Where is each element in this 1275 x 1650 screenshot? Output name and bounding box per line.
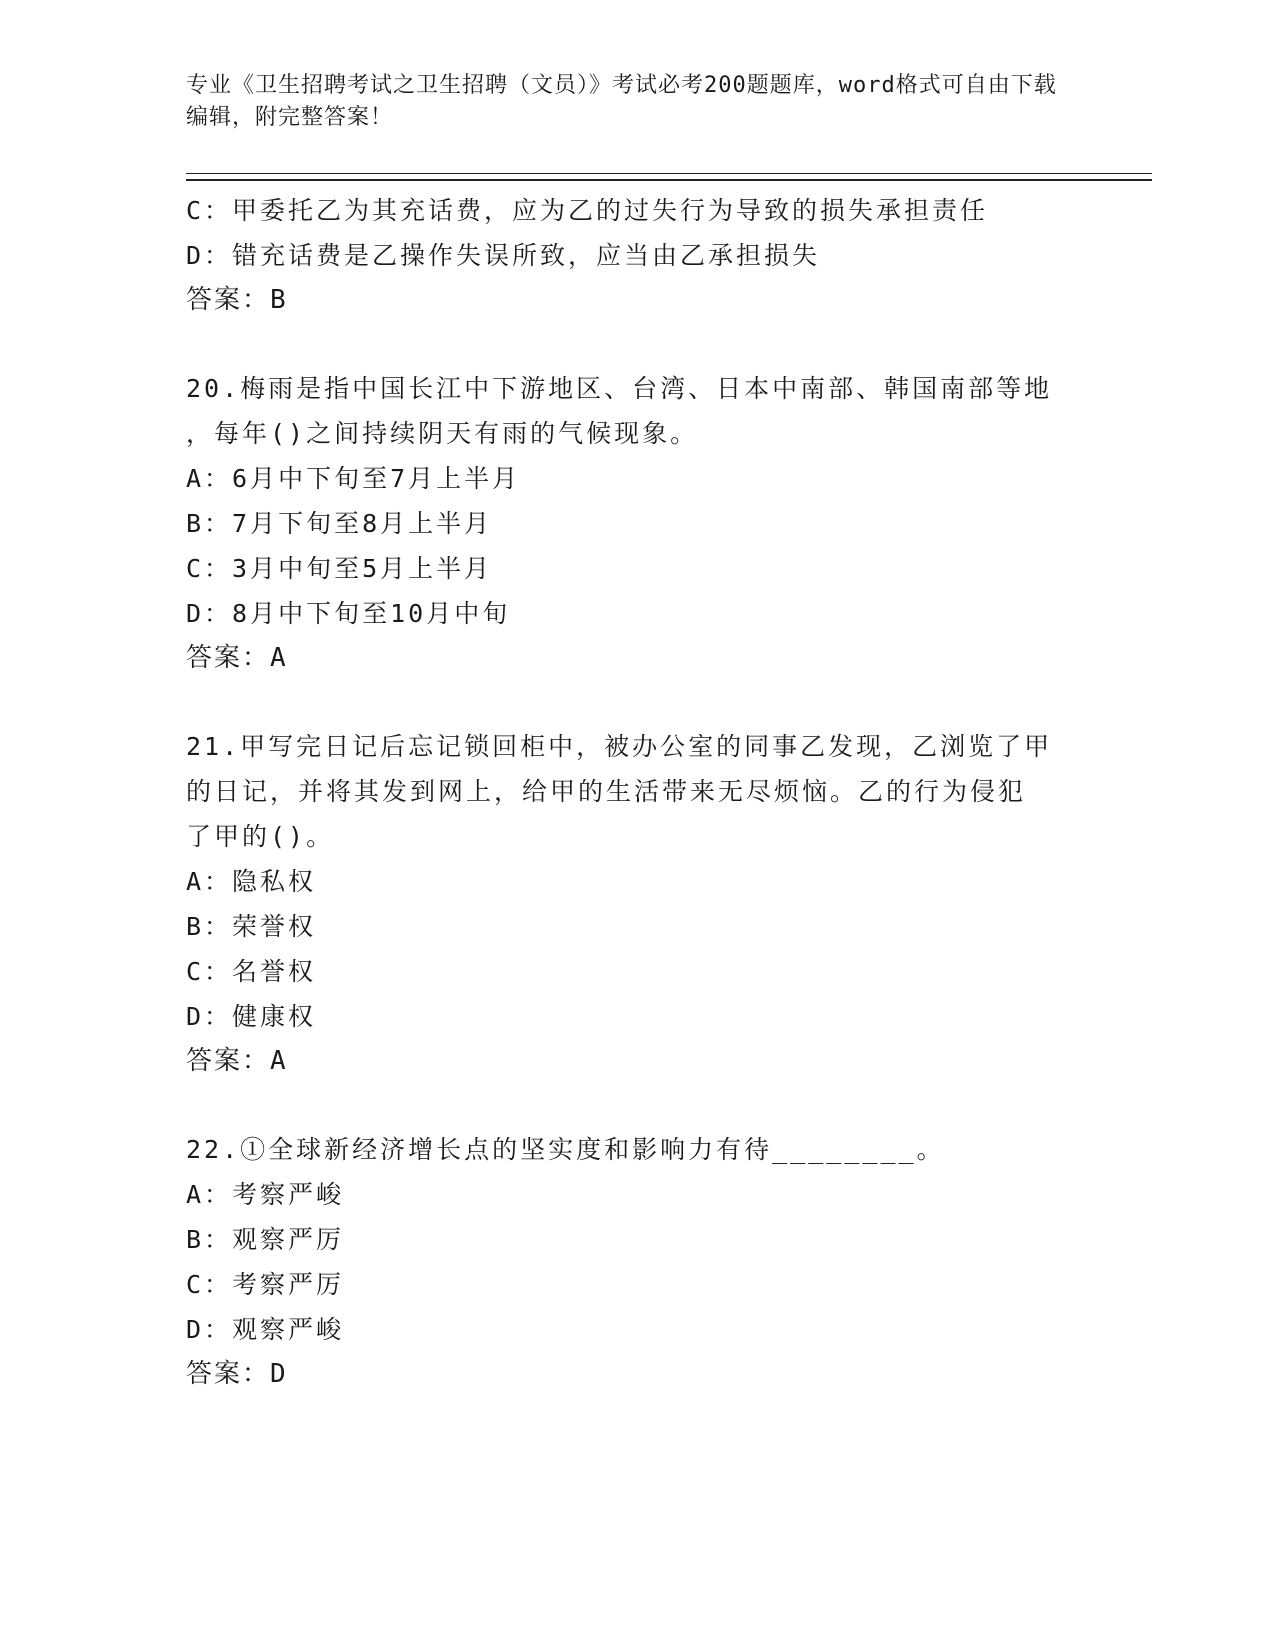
question-title-line: ，每年()之间持续阴天有雨的气候现象。 bbox=[186, 419, 699, 448]
option-c: C：考察严厉 bbox=[186, 1270, 345, 1299]
option-d: D：错充话费是乙操作失误所致，应当由乙承担损失 bbox=[186, 241, 821, 270]
prev-question-block bbox=[186, 188, 1086, 323]
question-22 bbox=[186, 1127, 1086, 1397]
header-divider-thick bbox=[186, 179, 1152, 181]
spacer bbox=[186, 323, 1086, 366]
option-c: C：名誉权 bbox=[186, 957, 317, 986]
question-title-line: 22.①全球新经济增长点的坚实度和影响力有待________。 bbox=[186, 1135, 945, 1164]
option-d: D：观察严峻 bbox=[186, 1315, 345, 1344]
spacer bbox=[186, 681, 1086, 724]
option-b: B：7月下旬至8月上半月 bbox=[186, 509, 493, 538]
option-b: B：荣誉权 bbox=[186, 912, 317, 941]
option-d: D：健康权 bbox=[186, 1002, 317, 1031]
question-title-line: 20.梅雨是指中国长江中下游地区、台湾、日本中南部、韩国南部等地 bbox=[186, 374, 1053, 403]
answer-line: 答案：B bbox=[186, 285, 288, 315]
header-text: 专业《卫生招聘考试之卫生招聘（文员）》考试必考200题题库，word格式可自由下载编辑，附完整答案！ bbox=[186, 73, 1057, 130]
answer-line: 答案：D bbox=[186, 1359, 288, 1389]
question-title-line: 的日记，并将其发到网上，给甲的生活带来无尽烦恼。乙的行为侵犯 bbox=[186, 777, 1027, 806]
option-a: A：6月中下旬至7月上半月 bbox=[186, 464, 521, 493]
question-content bbox=[186, 188, 1086, 1397]
question-title-line: 了甲的()。 bbox=[186, 822, 335, 851]
option-a: A：考察严峻 bbox=[186, 1180, 345, 1209]
spacer bbox=[186, 1084, 1086, 1127]
option-c: C：3月中旬至5月上半月 bbox=[186, 554, 493, 583]
answer-line: 答案：A bbox=[186, 643, 288, 673]
question-title-line: 21.甲写完日记后忘记锁回柜中，被办公室的同事乙发现，乙浏览了甲 bbox=[186, 732, 1053, 761]
option-c: C：甲委托乙为其充话费，应为乙的过失行为导致的损失承担责任 bbox=[186, 196, 989, 225]
header-divider-thin bbox=[186, 173, 1152, 174]
document-header bbox=[186, 70, 1106, 134]
option-a: A：隐私权 bbox=[186, 867, 317, 896]
question-21 bbox=[186, 724, 1086, 1084]
option-d: D：8月中下旬至10月中旬 bbox=[186, 599, 511, 628]
answer-line: 答案：A bbox=[186, 1046, 288, 1076]
question-20 bbox=[186, 366, 1086, 681]
option-b: B：观察严厉 bbox=[186, 1225, 345, 1254]
